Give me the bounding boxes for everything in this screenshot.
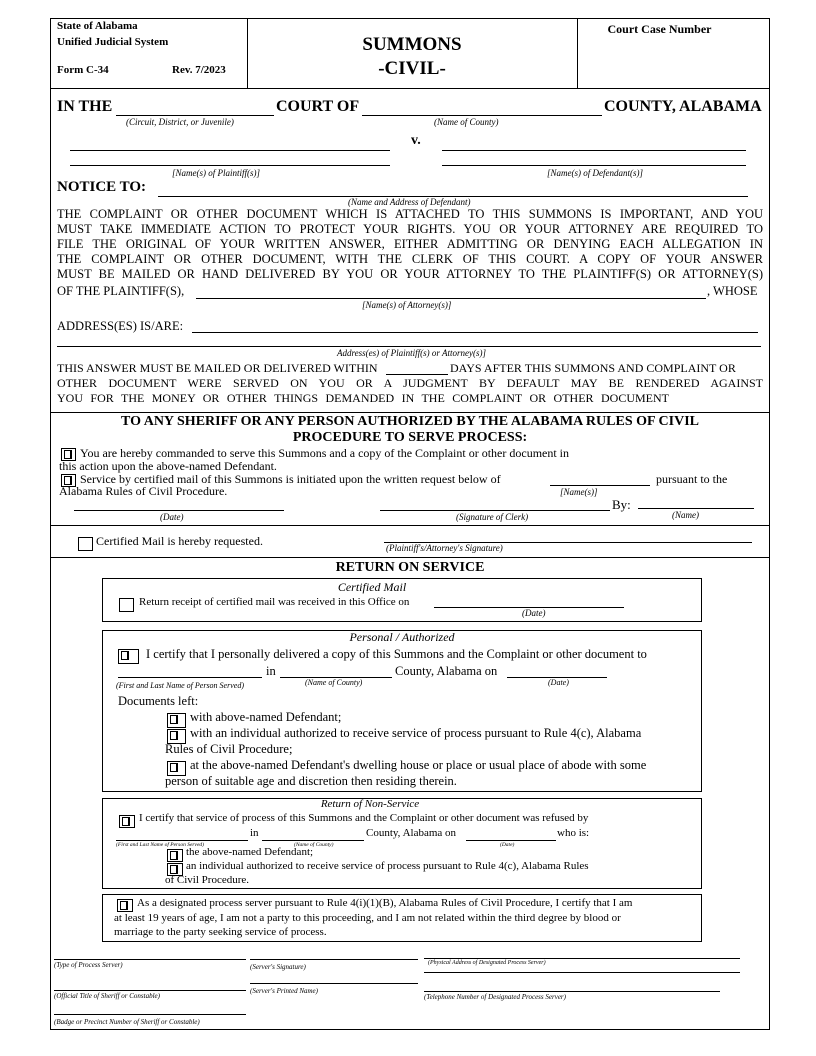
section-rule-1 <box>50 412 770 413</box>
clerk-signature-field[interactable] <box>380 510 610 511</box>
court-case-number-field[interactable] <box>580 40 768 86</box>
receipt-date-hint: (Date) <box>522 608 546 618</box>
non-service-county-field[interactable] <box>262 840 364 841</box>
plaintiff-field-1[interactable] <box>70 150 390 151</box>
answer-line-1b: DAYS AFTER THIS SUMMONS AND COMPLAINT OR <box>450 361 736 375</box>
issue-date-hint: (Date) <box>160 512 184 522</box>
ns-defendant-checkbox[interactable] <box>167 849 183 862</box>
refused-by-field[interactable] <box>116 840 248 841</box>
attorney-name-field[interactable] <box>196 298 706 299</box>
certified-service-text-1: Service by certified mail of this Summons is initiated upon the written request below of <box>80 472 501 486</box>
answer-line-1a: THIS ANSWER MUST BE MAILED OR DELIVERED WITHIN <box>57 361 378 375</box>
certified-mail-title: Certified Mail <box>337 580 407 594</box>
left-with-defendant-checkbox[interactable] <box>167 713 186 728</box>
plaintiff-field-2[interactable] <box>70 165 390 166</box>
type-server-hint: (Type of Process Server) <box>54 961 123 969</box>
server-signature-field[interactable] <box>250 959 418 960</box>
days-field[interactable] <box>386 374 448 375</box>
personal-in-label: in <box>266 664 276 678</box>
county-alabama-label: COUNTY, ALABAMA <box>604 98 762 115</box>
certified-mail-request-label: Certified Mail is hereby requested. <box>96 534 263 548</box>
defendant-hint: [Name(s) of Defendant(s)] <box>547 168 643 178</box>
non-service-date-field[interactable] <box>466 840 556 841</box>
whose-label: , WHOSE <box>707 284 758 298</box>
left-at-dwelling-text-1: at the above-named Defendant's dwelling house or place or usual place of abode with some <box>190 758 647 772</box>
notice-line-4: THE COMPLAINT OR OTHER DOCUMENT, WITH THE CLERK OF THIS COURT. A COPY OF YOUR ANSWER <box>57 252 763 266</box>
court-of-label: COURT OF <box>276 98 360 115</box>
address-label: ADDRESS(ES) IS/ARE: <box>57 319 184 333</box>
clerk-signature-hint: (Signature of Clerk) <box>456 512 529 522</box>
notice-line-2: MUST TAKE IMMEDIATE ACTION TO PROTECT YOUR RIGHTS. YOU OR YOUR ATTORNEY ARE REQUIRED TO <box>57 222 763 236</box>
form-title: SUMMONS <box>362 34 462 55</box>
non-service-in-label: in <box>250 827 259 839</box>
answer-line-2: OTHER DOCUMENT WERE SERVED ON YOU OR A JUDGMENT BY DEFAULT MAY BE RENDERED AGAINST <box>57 376 763 390</box>
of-plaintiffs-label: OF THE PLAINTIFF(S), <box>57 284 185 298</box>
designated-server-text-1: As a designated process server pursuant to Rule 4(i)(1)(B), Alabama Rules of Civil Procedure, I certify that I am <box>137 897 633 909</box>
personal-date-hint: (Date) <box>548 678 569 687</box>
left-with-authorized-text-1: with an individual authorized to receive service of process pursuant to Rule 4(c), Alabama <box>190 726 642 740</box>
system-label: Unified Judicial System <box>57 36 169 48</box>
answer-line-3: YOU FOR THE MONEY OR OTHER THINGS DEMANDED IN THE COMPLAINT OR OTHER DOCUMENT <box>57 391 669 405</box>
in-the-label: IN THE <box>57 98 113 115</box>
issue-date-field[interactable] <box>74 510 284 511</box>
clerk-name-hint: (Name) <box>672 510 699 520</box>
receipt-received-text: Return receipt of certified mail was received in this Office on <box>139 596 410 608</box>
who-is-label: who is: <box>557 827 590 839</box>
non-service-text: I certify that service of process of this Summons and the Complaint or other document was refused by <box>139 812 589 824</box>
personal-service-checkbox[interactable] <box>118 649 139 664</box>
personal-service-title: Personal / Authorized <box>349 630 455 644</box>
personal-county-hint: (Name of County) <box>305 678 363 687</box>
personal-county-label: County, Alabama on <box>395 664 498 678</box>
county-name-field[interactable] <box>362 115 602 116</box>
plaintiff-signature-hint: (Plaintiff's/Attorney's Signature) <box>386 543 503 553</box>
physical-address-field-1[interactable] <box>424 958 740 959</box>
personal-service-text: I certify that I personally delivered a copy of this Summons and the Complaint or other document to <box>146 647 647 661</box>
ns-defendant-text: the above-named Defendant; <box>186 846 314 858</box>
refused-by-hint: (First and Last Name of Person Served) <box>116 842 204 848</box>
designated-server-text-3: marriage to the party seeking service of process. <box>114 926 327 938</box>
form-revision: Rev. 7/2023 <box>172 64 226 76</box>
clerk-name-field[interactable] <box>638 508 754 509</box>
documents-left-label: Documents left: <box>118 694 199 708</box>
sheriff-heading-1: TO ANY SHERIFF OR ANY PERSON AUTHORIZED BY THE ALABAMA RULES OF CIVIL <box>121 414 699 429</box>
non-service-title: Return of Non-Service <box>320 798 420 810</box>
versus-label: v. <box>411 133 421 148</box>
ns-authorized-text-2: of Civil Procedure. <box>165 874 250 886</box>
serve-command-text-1: You are hereby commanded to serve this Summons and a copy of the Complaint or other document in <box>80 446 570 460</box>
phone-field[interactable] <box>424 991 720 992</box>
certified-service-text-3: Alabama Rules of Civil Procedure. <box>59 484 228 498</box>
phone-hint: (Telephone Number of Designated Process Server) <box>424 993 566 1001</box>
state-label: State of Alabama <box>57 20 138 32</box>
court-case-number-label: Court Case Number <box>607 22 712 36</box>
return-heading: RETURN ON SERVICE <box>335 560 485 575</box>
official-title-field[interactable] <box>54 990 246 991</box>
non-service-date-hint: (Date) <box>500 842 515 848</box>
attorney-hint: [Name(s) of Attorney(s)] <box>362 300 452 310</box>
address-field-1[interactable] <box>192 332 758 333</box>
court-type-hint: (Circuit, District, or Juvenile) <box>126 117 234 127</box>
person-served-hint: (First and Last Name of Person Served) <box>116 681 244 690</box>
notice-to-label: NOTICE TO: <box>57 179 147 195</box>
defendant-address-hint: (Name and Address of Defendant) <box>348 197 471 207</box>
plaintiff-hint: [Name(s) of Plaintiff(s)] <box>172 168 260 178</box>
printed-name-field[interactable] <box>250 983 418 984</box>
address-hint: Address(es) of Plaintiff(s) or Attorney(s)] <box>337 348 486 358</box>
physical-address-field-2[interactable] <box>424 972 740 973</box>
defendant-field-1[interactable] <box>442 150 746 151</box>
by-label: By: <box>612 497 631 512</box>
non-service-county-label: County, Alabama on <box>366 827 457 839</box>
defendant-field-2[interactable] <box>442 165 746 166</box>
designated-server-checkbox[interactable] <box>117 899 133 912</box>
serve-command-text-2: this action upon the above-named Defendant. <box>59 459 277 473</box>
requester-names-hint: [Name(s)] <box>560 487 598 497</box>
certified-service-text-2: pursuant to the <box>656 472 728 486</box>
certified-mail-request-checkbox[interactable] <box>78 537 93 551</box>
ns-authorized-text-1: an individual authorized to receive service of process pursuant to Rule 4(c), Alabama Rules <box>186 860 589 872</box>
address-field-2[interactable] <box>57 346 761 347</box>
notice-line-1: THE COMPLAINT OR OTHER DOCUMENT WHICH IS ATTACHED TO THIS SUMMONS IS IMPORTANT, AND YOU <box>57 207 763 221</box>
physical-address-hint: (Physical Address of Designated Process Server) <box>428 960 546 966</box>
header-bottom-rule <box>50 88 770 89</box>
section-rule-2 <box>50 525 770 526</box>
receipt-received-checkbox[interactable] <box>119 598 134 612</box>
badge-hint: (Badge or Precinct Number of Sheriff or Constable) <box>54 1018 200 1026</box>
type-server-field[interactable] <box>54 959 246 960</box>
form-subtitle: -CIVIL- <box>378 58 446 79</box>
requester-name-field[interactable] <box>550 485 650 486</box>
left-with-defendant-text: with above-named Defendant; <box>190 710 342 724</box>
form-number: Form C-34 <box>57 64 109 76</box>
court-type-field[interactable] <box>116 115 274 116</box>
person-served-field[interactable] <box>118 677 262 678</box>
notice-line-5: MUST BE MAILED OR HAND DELIVERED BY YOU OR YOUR ATTORNEY TO THE PLAINTIFF(S) OR ATTORNEY(S) <box>57 267 763 281</box>
designated-server-text-2: at least 19 years of age, I am not a party to this proceeding, and I am not related within the third degree by blood or <box>114 912 621 924</box>
non-service-checkbox[interactable] <box>119 815 135 828</box>
server-signature-hint: (Server's Signature) <box>250 963 306 971</box>
non-service-county-hint: (Name of County) <box>294 842 334 848</box>
sheriff-heading-2: PROCEDURE TO SERVE PROCESS: <box>292 430 528 445</box>
county-hint: (Name of County) <box>434 117 499 127</box>
notice-line-3: FILE THE ORIGINAL OF YOUR WRITTEN ANSWER, EITHER ADMITTING OR DENYING EACH ALLEGATION IN <box>57 237 763 251</box>
section-rule-3 <box>50 557 770 558</box>
printed-name-hint: (Server's Printed Name) <box>250 987 318 995</box>
left-at-dwelling-text-2: person of suitable age and discretion then residing therein. <box>165 774 457 788</box>
official-title-hint: (Official Title of Sheriff or Constable) <box>54 992 160 1000</box>
badge-field[interactable] <box>54 1014 246 1015</box>
left-with-authorized-text-2: Rules of Civil Procedure; <box>165 742 293 756</box>
